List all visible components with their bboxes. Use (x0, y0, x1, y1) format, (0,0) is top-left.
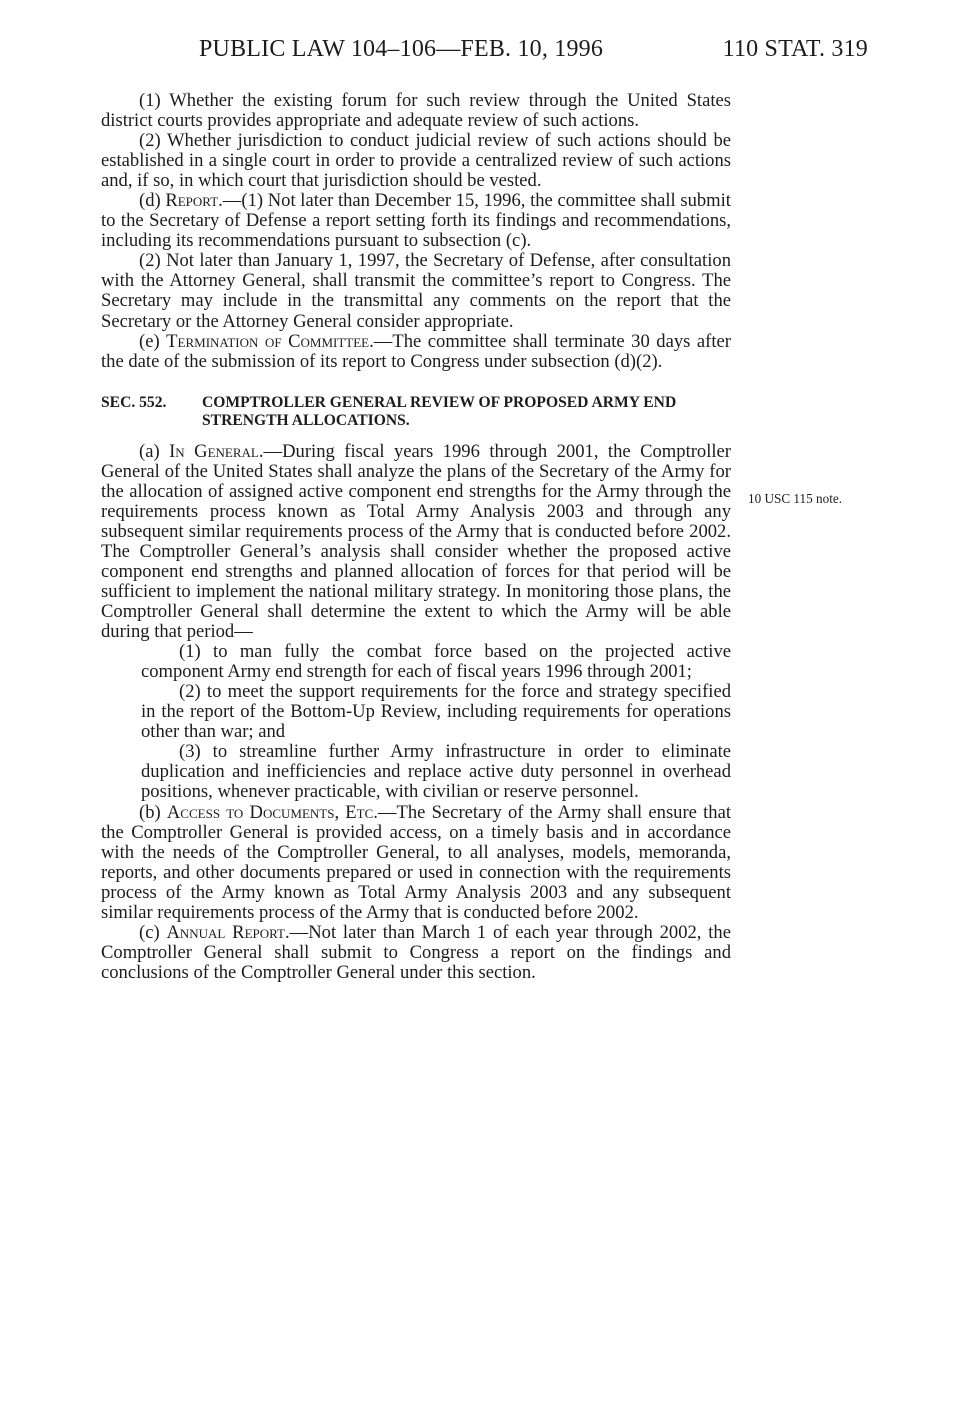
subsection-label: (c) (139, 921, 167, 943)
subsection-heading: In General. (169, 440, 264, 462)
body-text (101, 91, 731, 983)
subsection-text: —The Secretary of the Army shall ensure that the Comptroller General is provided access, on a timely basis and in accordance with the needs of the Comptroller General, to all analyses, models, memoranda, reports, and other documents prepared or used in connection with the requirements process of the Army known as Total Army Analysis 2003 and any subsequent similar requirements process of the Army that is conducted before 2002. (101, 801, 731, 923)
subsection-d (101, 191, 731, 251)
subsection-heading: Access to Documents, Etc. (166, 801, 378, 823)
page-title: PUBLIC LAW 104–106—FEB. 10, 1996 (199, 36, 604, 62)
subsection-a (101, 442, 731, 642)
subsection-text: —The committee shall terminate 30 days after the date of the submission of its report to Congress under subsection (d)(2). (101, 330, 731, 372)
subsection-label: (e) (139, 330, 167, 352)
subsection-heading: Report. (165, 190, 223, 212)
subsection-text: —During fiscal years 1996 through 2001, the Comptroller General of the United States shall analyze the plans of the Secretary of the Army for the allocation of assigned active component end strengths for the Army through the requirements process known as Total Army Analysis 2003 and through any subsequent similar requirements process of the Army that is conducted before 2002. The Comptroller General’s analysis shall consider whether the proposed active component end strengths and planned allocation of forces for that period will be sufficient to implement the national military strategy. In monitoring those plans, the Comptroller General shall determine the extent to which the Army will be able during that period— (101, 440, 732, 643)
margin-note: 10 USC 115 note. (748, 491, 843, 506)
paragraph-a2: (2) to meet the support requirements for the force and strategy specified in the report of the Bottom-Up Review, including requirements for operations other than war; and (141, 681, 731, 743)
subsection-heading: Termination of Committee. (166, 330, 374, 352)
subsection-label: (a) (139, 440, 170, 462)
subsection-heading: Annual Report. (166, 921, 290, 943)
paragraph-c2: (2) Whether jurisdiction to conduct judicial review of such actions should be established in a single court in order to provide a centralized review of such actions and, if so, in which court that jurisdiction should be vested. (101, 130, 731, 192)
paragraph-a1: (1) to man fully the combat force based on the projected active component Army end strength for each of fiscal years 1996 through 2001; (141, 641, 731, 683)
statute-page-number: 110 STAT. 319 (722, 36, 868, 62)
subsection-text: —(1) Not later than December 15, 1996, the committee shall submit to the Secretary of Defense a report setting forth its findings and recommendations, including its recommendations pursuant to subsection (c). (101, 190, 731, 252)
section-heading (101, 394, 731, 430)
page-header (0, 36, 954, 76)
paragraph-c1: (1) Whether the existing forum for such review through the United States district courts provides appropriate and adequate review of such actions. (101, 90, 731, 132)
section-title: COMPTROLLER GENERAL REVIEW OF PROPOSED ARMY END STRENGTH ALLOCATIONS. (202, 393, 677, 429)
section-number: SEC. 552. (101, 393, 167, 411)
subsection-c (101, 923, 731, 983)
paragraph-a3: (3) to streamline further Army infrastructure in order to eliminate duplication and inefficiencies and replace active duty personnel in overhead positions, whenever practicable, with civilian or reserve personnel. (141, 741, 731, 803)
subsection-label: (b) (139, 801, 167, 823)
paragraph-d2: (2) Not later than January 1, 1997, the Secretary of Defense, after consultation with the Attorney General, shall transmit the committee’s report to Congress. The Secretary may include in the transmittal any comments on the report that the Secretary or the Attorney General consider appropriate. (101, 250, 731, 332)
subsection-label: (d) (139, 190, 166, 212)
subsection-b (101, 803, 731, 923)
subsection-e (101, 332, 731, 372)
subsection-text: —Not later than March 1 of each year through 2002, the Comptroller General shall submit to Congress a report on the findings and conclusions of the Comptroller General under this section. (101, 921, 731, 983)
